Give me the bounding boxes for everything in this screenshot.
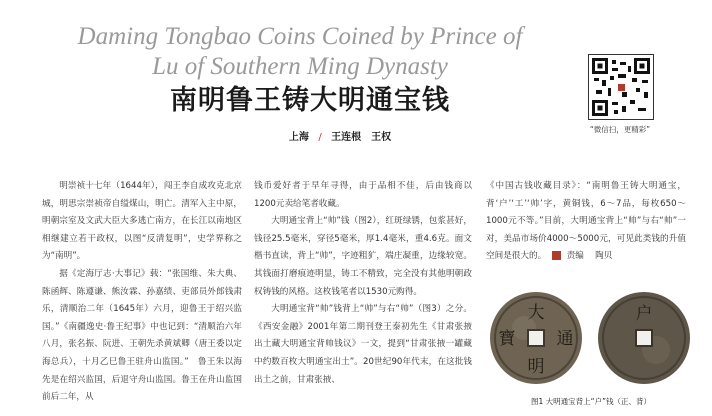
paragraph bbox=[486, 178, 686, 266]
qr-code-icon[interactable] bbox=[588, 54, 654, 120]
figure-caption: 图1 大明通宝背上“户”钱（正、背） bbox=[531, 397, 651, 406]
byline-separator: / bbox=[318, 132, 322, 143]
english-title-line-2: Lu of Southern Ming Dynasty bbox=[152, 53, 448, 80]
coin-char-left: 寶 bbox=[498, 329, 516, 349]
coin-char-right: 通 bbox=[556, 329, 574, 349]
byline-authors: 王连根 王权 bbox=[331, 132, 392, 143]
coin-char-bottom: 明 bbox=[527, 357, 545, 377]
article-column-1 bbox=[42, 178, 242, 407]
paragraph: 大明通宝背“帅”钱背上“帅”与右“帅”（图3）之分。《西安金融》2001年第二期刊登王泰初先生《甘肃张掖出土藏大明通宝背帅钱议》一文，提到“甘肃张掖一罐藏中约数百枚大明通宝出土”。20世纪90年代末，在这批钱出土之前，甘肃张掖、 bbox=[254, 304, 472, 385]
coin-reverse-icon bbox=[598, 292, 690, 384]
article-column-2 bbox=[254, 178, 472, 389]
paragraph-text: 《中国古钱收藏目录》：“南明鲁王铸大明通宝，背‘户’‘工’‘帅’字，黄铜钱，6～7品，每枚650～1000元不等。”目前，大明通宝背上“帅”与右“帅”一对，美品市场价4000～5000元，可见此类钱的升值空间是很大的。 bbox=[486, 181, 686, 262]
coin-figure bbox=[480, 288, 702, 388]
editor-label: 责编 bbox=[566, 251, 584, 262]
article-column-3 bbox=[486, 178, 686, 266]
qr-caption: “微信扫，更精彩” bbox=[589, 125, 651, 134]
byline-city: 上海 bbox=[288, 132, 309, 143]
paragraph: 大明通宝背上“帅”钱（图2），红斑绿锈，包浆甚好，钱径25.5毫米，穿径5毫米，厚1.4毫米，重4.6克。面文楷书直读，背上“帅”，字迹粗犷，端庄凝重，边缘较宽。其钱面打磨痕迹明显，铸工不精致，完全没有其他明朝政权铸钱的风格。这枚钱笔者以1530元购得。 bbox=[254, 216, 472, 297]
seal-icon bbox=[552, 251, 561, 260]
coin-char-top: 大 bbox=[527, 303, 545, 323]
qr-pattern bbox=[592, 58, 650, 116]
english-title-line-1: Daming Tongbao Coins Coined by Prince of bbox=[77, 23, 523, 50]
paragraph: 钱币爱好者于早年寻得，由于品相不佳，后由钱商以1200元卖给笔者收藏。 bbox=[254, 181, 472, 209]
byline bbox=[240, 128, 440, 143]
coin-obverse-icon bbox=[490, 292, 582, 384]
paragraph: 明崇祯十七年（1644年），闯王李自成攻克北京城，明思宗崇祯帝自缢煤山，明亡。清军入主中原，明朝宗室及文武大臣大多逃亡南方，在长江以南地区相继建立若干政权，以图“反清复明”，史学界称之为“南明”。 bbox=[42, 181, 242, 262]
chinese-title: 南明鲁王铸大明通宝钱 bbox=[170, 85, 450, 116]
paragraph: 据《定海厅志·大事记》载：“张国维、朱大典、陈函辉、陈遵谦、熊汝霖、孙嘉绩、吏部员外郎钱肃乐，清顺治二年（1645年）六月，迎鲁王于绍兴监国。”《南疆逸史·鲁王纪事》中也记到：“清顺治六年八月，张名振、阮进、王朝先杀黄斌卿（唐王委以定海总兵），十月乙巳鲁王驻舟山监国。” 鲁王朱以海先是在绍兴监国，后退守舟山监国。鲁王在舟山监国前后二年，从 bbox=[42, 268, 242, 403]
editor-name: 陶贝 bbox=[595, 251, 613, 262]
coin-reverse-char: 户 bbox=[635, 304, 653, 324]
english-title bbox=[40, 22, 560, 82]
